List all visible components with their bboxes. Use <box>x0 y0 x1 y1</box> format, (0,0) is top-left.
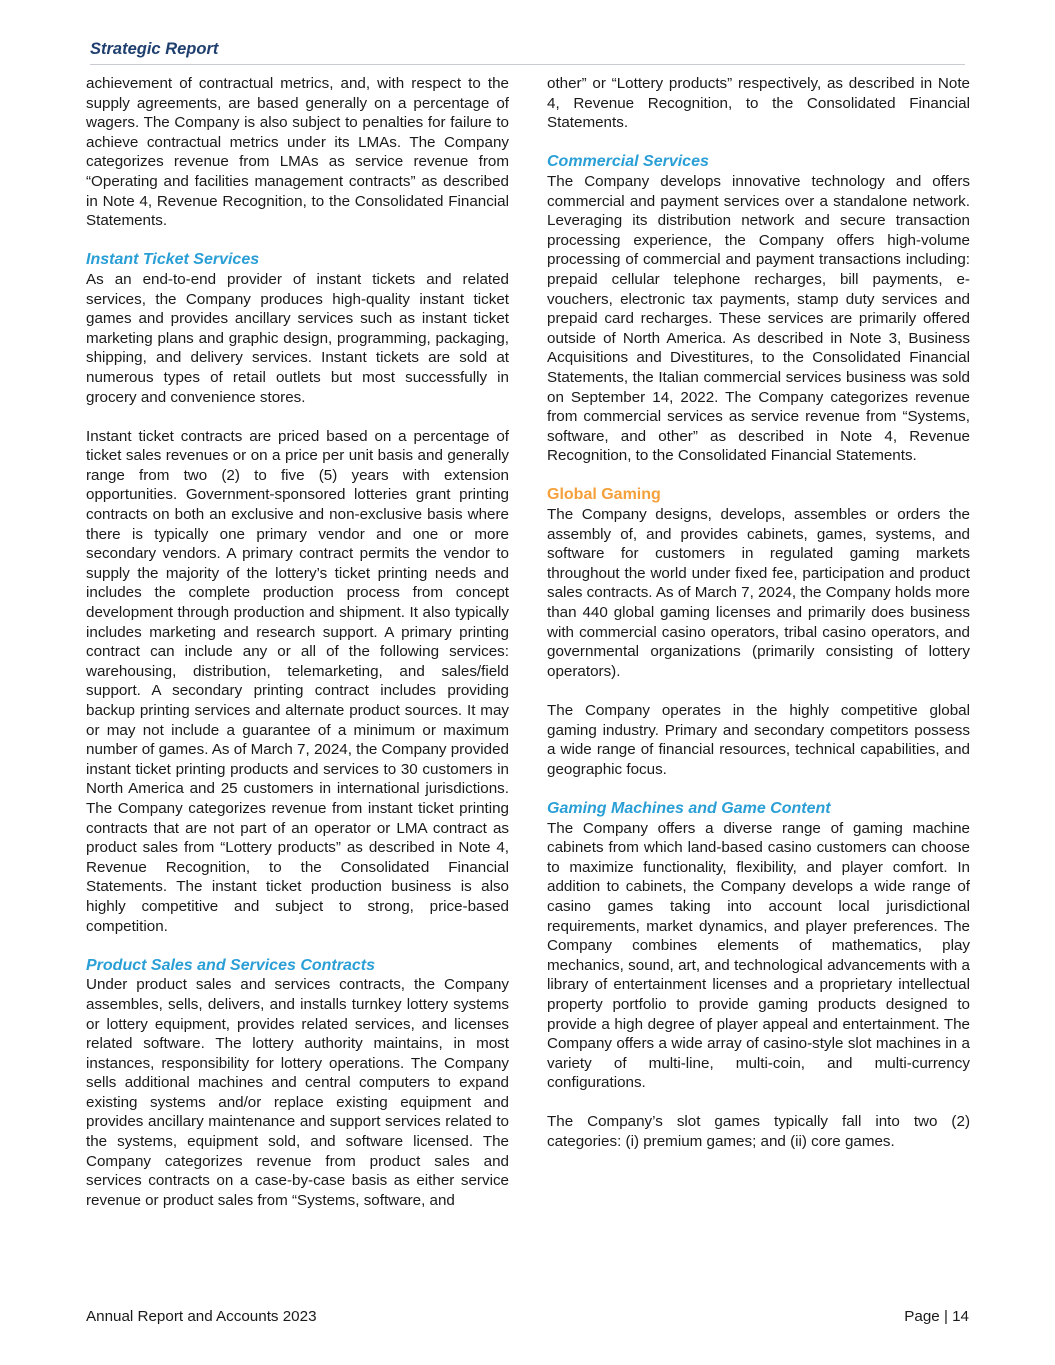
left-column <box>86 74 509 1210</box>
right-column <box>547 74 970 1152</box>
product-sales-heading: Product Sales and Services Contracts <box>86 956 375 974</box>
instant-ticket-paragraph-2: Instant ticket contracts are priced based on a percentage of ticket sales revenues or on a price per unit basis and generally range from two (2) to five (5) years with extension opportunities. Government-sponsored lotteries grant printing contracts on both an exclusive and non-exclusive basis where there is typically one primary vendor and one or more secondary vendors. A primary contract permits the vendor to supply the majority of the lottery’s ticket printing needs and includes the complete production process from concept development through production and shipment. It also typically includes marketing and research support. A primary printing contract can include any or all of the following services: warehousing, distribution, telemarketing, and sales/field support. A secondary printing contract includes providing backup printing services and alternate product sources. It may or may not include a guarantee of a minimum or maximum number of games. As of March 7, 2024, the Company provided instant ticket printing products and services to 30 customers in North America and 25 customers in international jurisdictions. The Company categorizes revenue from instant ticket printing contracts that are not part of an operator or LMA contract as product sales from “Lottery products” as described in Note 4, Revenue Recognition, to the Consolidated Financial Statements. The instant ticket production business is also highly competitive and subject to strong, price-based competition. <box>86 427 509 935</box>
commercial-services-paragraph: The Company develops innovative technology and offers commercial and payment services over a standalone network. Leveraging its distribution network and secure transaction processing experience, the Company offers high-volume processing of commercial and payment transactions including: prepaid cellular telephone recharges, bill payments, e-vouchers, electronic tax payments, stamp duty services and prepaid card recharges. These services are primarily offered outside of North America. As described in Note 3, Business Acquisitions and Divestitures, to the Consolidated Financial Statements, the Italian commercial services business was sold on September 14, 2022. The Company categorizes revenue from commercial services as service revenue from “Systems, software, and other” as described in Note 4, Revenue Recognition, to the Consolidated Financial Statements. <box>547 172 970 465</box>
global-gaming-heading: Global Gaming <box>547 486 661 504</box>
page-header <box>90 40 965 65</box>
instant-ticket-paragraph-1: As an end-to-end provider of instant tickets and related services, the Company produces high-quality instant ticket games and provides ancillary services such as instant ticket marketing plans and graphic design, programming, packaging, shipping, and delivery services. Instant tickets are sold at numerous types of retail outlets but most successfully in grocery and convenience stores. <box>86 270 509 406</box>
product-sales-paragraph: Under product sales and services contracts, the Company assembles, sells, delivers, and installs turnkey lottery systems or lottery equipment, provides related services, and licenses related software. The lottery authority maintains, in most instances, responsibility for lottery operations. The Company sells additional machines and central computers to expand existing systems and/or replace existing equipment and provides ancillary maintenance and support services related to the systems, equipment sold, and software licensed. The Company categorizes revenue from product sales and services contracts on a case-by-case basis as either service revenue or product sales from “Systems, software, and <box>86 976 509 1209</box>
footer-page-number: Page | 14 <box>904 1308 969 1325</box>
gaming-machines-paragraph-1: The Company offers a diverse range of gaming machine cabinets from which land-based casino customers can choose to maximize functionality, flexibility, and player comfort. In addition to cabinets, the Company develops a wide range of casino games taking into account local jurisdictional requirements, market dynamics, and player preferences. The Company combines elements of mathematics, play mechanics, sound, art, and technological advancements with a library of entertainment licenses and a proprietary intellectual property portfolio to provide gaming products designed to provide a high degree of player appeal and entertainment. The Company offers a wide array of casino-style slot machines in a variety of multi-line, multi-coin, and multi-currency configurations. <box>547 819 970 1092</box>
footer-report-title: Annual Report and Accounts 2023 <box>86 1308 317 1325</box>
global-gaming-paragraph-1: The Company designs, develops, assembles or orders the assembly of, and provides cabinets, games, systems, and software for customers in regulated gaming markets throughout the world under fixed fee, participation and product sales contracts. As of March 7, 2024, the Company holds more than 440 global gaming licenses and primarily does business with commercial casino operators, tribal casino operators, and governmental organizations (primarily consisting of lottery operators). <box>547 506 970 680</box>
gaming-machines-paragraph-2: The Company’s slot games typically fall into two (2) categories: (i) premium games; and (ii) core games. <box>547 1113 970 1151</box>
lma-continuation-paragraph: achievement of contractual metrics, and, with respect to the supply agreements, are based generally on a percentage of wagers. The Company is also subject to penalties for failure to achieve contractual metrics under its LMAs. The Company categorizes revenue from LMAs as service revenue from “Operating and facilities management contracts” as described in Note 4, Revenue Recognition, to the Consolidated Financial Statements. <box>86 75 509 230</box>
global-gaming-paragraph-2: The Company operates in the highly competitive global gaming industry. Primary and secondary competitors possess a wide range of financial resources, technical capabilities, and geographic focus. <box>547 702 970 778</box>
gaming-machines-heading: Gaming Machines and Game Content <box>547 799 831 817</box>
commercial-services-heading: Commercial Services <box>547 153 709 171</box>
section-title: Strategic Report <box>90 40 219 58</box>
product-sales-continuation-paragraph: other” or “Lottery products” respectively, as described in Note 4, Revenue Recognition, to the Consolidated Financial Statements. <box>547 75 970 132</box>
instant-ticket-heading: Instant Ticket Services <box>86 251 260 269</box>
